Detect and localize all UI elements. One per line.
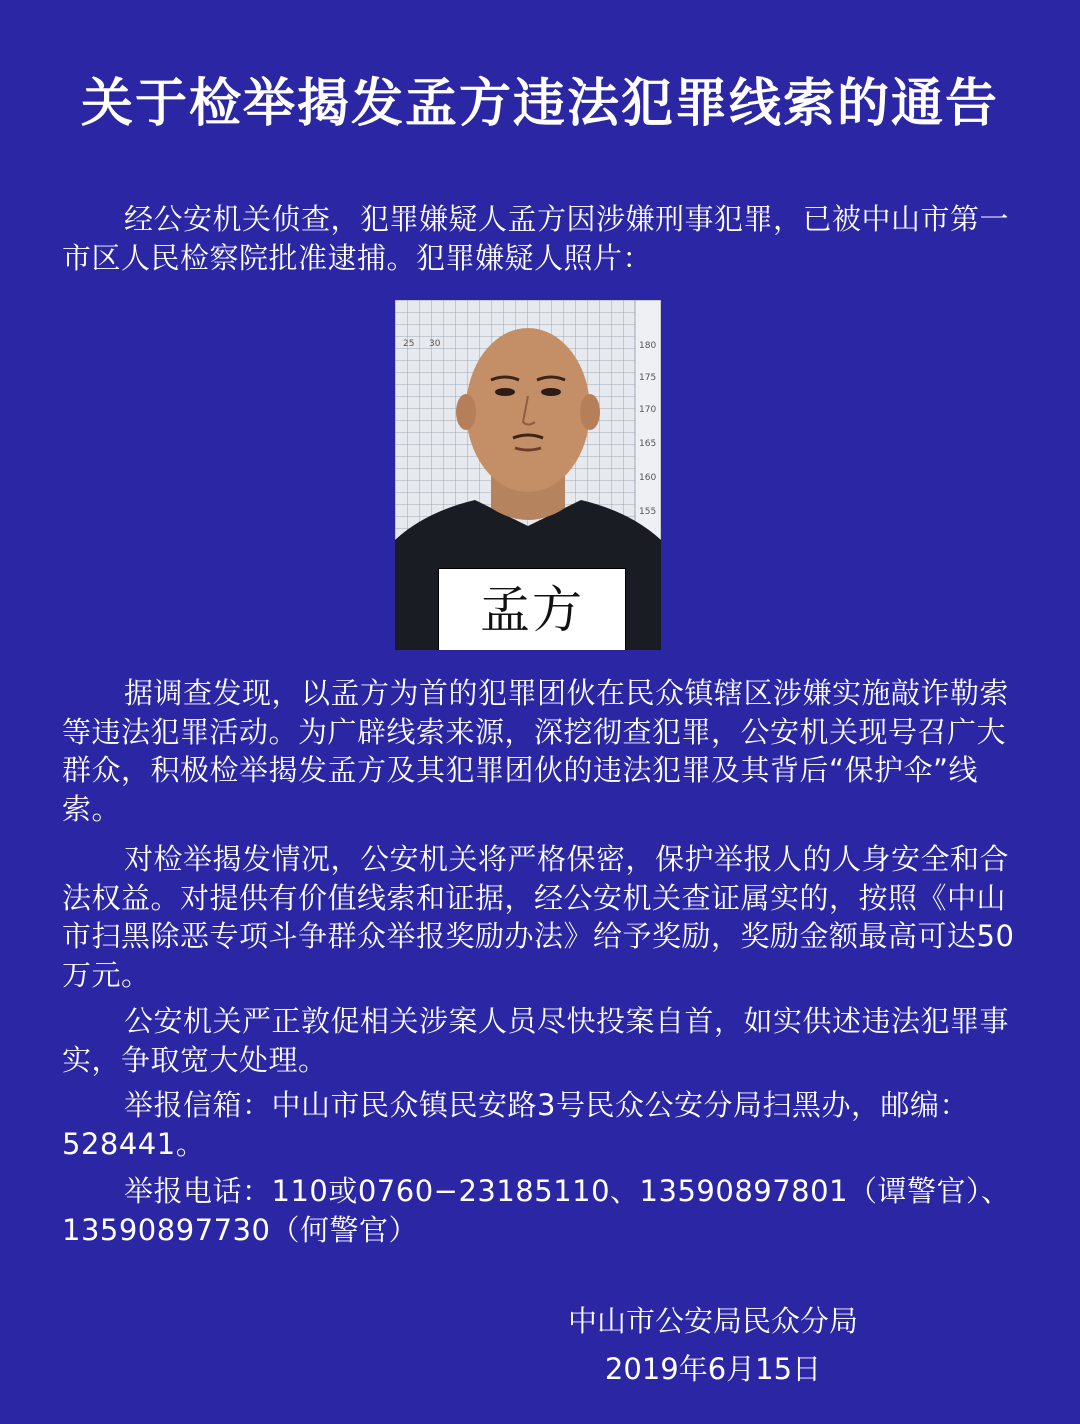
paragraph-investigation [62,674,1028,828]
paragraph-investigation-text: 据调查发现，以孟方为首的犯罪团伙在民众镇辖区涉嫌实施敲诈勒索等违法犯罪活动。为广辟线索来源，深挖彻查犯罪，公安机关现号召广大群众，积极检举揭发孟方及其犯罪团伙的违法犯罪及其背后“保护伞”线索。 [62,676,1010,826]
height-tick-175: 175 [639,373,657,383]
suspect-ear-left [456,394,476,430]
suspect-ear-right [580,394,600,430]
paragraph-reward-text: 对检举揭发情况，公安机关将严格保密，保护举报人的人身安全和合法权益。对提供有价值线索和证据，经公安机关查证属实的，按照《中山市扫黑除恶专项斗争群众举报奖励办法》给予奖励，奖励金额最高可达50万元。 [62,842,1015,992]
paragraph-intro [62,200,1028,277]
signature-org: 中山市公安局民众分局 [567,1304,858,1338]
paragraph-reward [62,840,1028,994]
height-tick-155: 155 [639,507,657,517]
suspect-eye-right [541,388,561,396]
notice-title: 关于检举揭发孟方违法犯罪线索的通告 [80,74,999,134]
suspect-head [466,328,590,492]
height-tick-180: 180 [639,341,657,351]
paragraph-surrender-text: 公安机关严正敦促相关涉案人员尽快投案自首，如实供述违法犯罪事实，争取宽大处理。 [62,1004,1010,1077]
paragraph-mailbox [62,1086,1028,1163]
signature-date: 2019年6月15日 [604,1352,822,1386]
paragraph-intro-text: 经公安机关侦查，犯罪嫌疑人孟方因涉嫌刑事犯罪，已被中山市第一市区人民检察院批准逮捕。犯罪嫌疑人照片： [62,202,1010,275]
paragraph-phone [62,1172,1028,1249]
height-tick-165: 165 [639,439,657,449]
paragraph-mailbox-text: 举报信箱：中山市民众镇民安路3号民众公安分局扫黑办，邮编：528441。 [62,1088,969,1161]
top-tick-25: 25 [403,339,415,349]
paragraph-phone-text: 举报电话：110或0760−23185110、13590897801（谭警官）、13590897730（何警官） [62,1174,1011,1247]
top-tick-30: 30 [429,339,441,349]
height-tick-170: 170 [639,405,657,415]
paragraph-surrender [62,1002,1028,1079]
suspect-name-plate: 孟方 [438,568,626,650]
suspect-photo [395,300,661,650]
suspect-eye-left [495,388,515,396]
height-tick-160: 160 [639,473,657,483]
